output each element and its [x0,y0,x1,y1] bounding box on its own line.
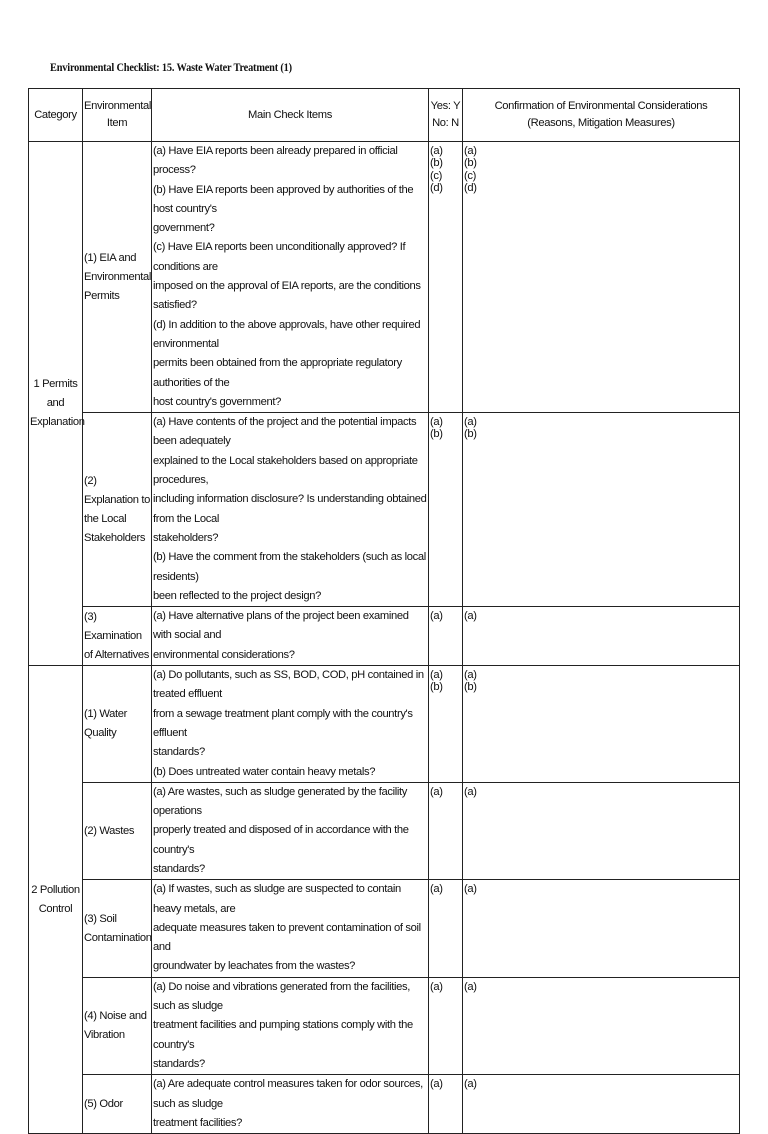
confirmation-cell[interactable]: (a) (b) [463,666,740,783]
header-row [29,89,740,142]
environmental-item-cell: (3) Soil Contamination [83,880,152,977]
yes-no-cell[interactable]: (a) (b) [429,666,463,783]
header-confirmation: Confirmation of Environmental Considerations (Reasons, Mitigation Measures) [463,89,740,142]
confirmation-cell[interactable]: (a) (b) [463,413,740,607]
main-check-items-cell: (a) If wastes, such as sludge are suspected to contain heavy metals, are adequate measures taken to prevent contamination of soil and groundwater by leachates from the wastes? [152,880,429,977]
confirmation-cell[interactable]: (a) (b) (c) (d) [463,142,740,413]
page-title: Environmental Checklist: 15. Waste Water Treatment (1) [50,60,292,74]
yes-no-cell[interactable]: (a) [429,880,463,977]
yes-no-cell[interactable]: (a) [429,782,463,879]
environmental-item-cell: (2) Wastes [83,782,152,879]
main-check-items-cell: (a) Do pollutants, such as SS, BOD, COD, pH contained in treated effluent from a sewage treatment plant comply with the country's effluent standards? (b) Does untreated water contain heavy metals? [152,666,429,783]
category-cell: 1 Permits and Explanation [29,142,83,666]
confirmation-cell[interactable]: (a) [463,977,740,1074]
main-check-items-cell: (a) Have EIA reports been already prepared in official process? (b) Have EIA reports been approved by authorities of the host country's government? (c) Have EIA reports been unconditionally approved? If conditions are imposed on the approval of EIA reports, are the conditions satisfied? (d) In addition to the above approvals, have other required environmental permits been obtained from the appropriate regulatory authorities of the host country's government? [152,142,429,413]
yes-no-cell[interactable]: (a) [429,607,463,666]
table-row [29,666,740,783]
yes-no-cell[interactable]: (a) [429,1075,463,1134]
checklist-table [28,88,740,1134]
header-yes-no: Yes: Y No: N [429,89,463,142]
confirmation-cell[interactable]: (a) [463,1075,740,1134]
yes-no-cell[interactable]: (a) [429,977,463,1074]
table-row [29,607,740,666]
environmental-item-cell: (1) EIA and Environmental Permits [83,142,152,413]
main-check-items-cell: (a) Have alternative plans of the project been examined with social and environmental considerations? [152,607,429,666]
yes-no-cell[interactable]: (a) (b) (c) (d) [429,142,463,413]
table-row [29,142,740,413]
environmental-item-cell: (5) Odor [83,1075,152,1134]
table-row [29,1075,740,1134]
environmental-item-cell: (3) Examination of Alternatives [83,607,152,666]
table-row [29,413,740,607]
confirmation-cell[interactable]: (a) [463,607,740,666]
confirmation-cell[interactable]: (a) [463,782,740,879]
main-check-items-cell: (a) Do noise and vibrations generated from the facilities, such as sludge treatment facilities and pumping stations comply with the country's standards? [152,977,429,1074]
environmental-item-cell: (2) Explanation to the Local Stakeholders [83,413,152,607]
main-check-items-cell: (a) Are adequate control measures taken for odor sources, such as sludge treatment facilities? [152,1075,429,1134]
table-row [29,880,740,977]
yes-no-cell[interactable]: (a) (b) [429,413,463,607]
category-cell: 2 Pollution Control [29,666,83,1134]
confirmation-cell[interactable]: (a) [463,880,740,977]
main-check-items-cell: (a) Have contents of the project and the potential impacts been adequately explained to the Local stakeholders based on appropriate procedures, including information disclosure? Is understanding obtained from the Local stakeholders? (b) Have the comment from the stakeholders (such as local residents) been reflected to the project design? [152,413,429,607]
table-row [29,977,740,1074]
header-category: Category [29,89,83,142]
header-main-check-items: Main Check Items [152,89,429,142]
environmental-item-cell: (4) Noise and Vibration [83,977,152,1074]
main-check-items-cell: (a) Are wastes, such as sludge generated by the facility operations properly treated and disposed of in accordance with the country's standards? [152,782,429,879]
header-environmental-item: Environmental Item [83,89,152,142]
environmental-item-cell: (1) Water Quality [83,666,152,783]
table-row [29,782,740,879]
